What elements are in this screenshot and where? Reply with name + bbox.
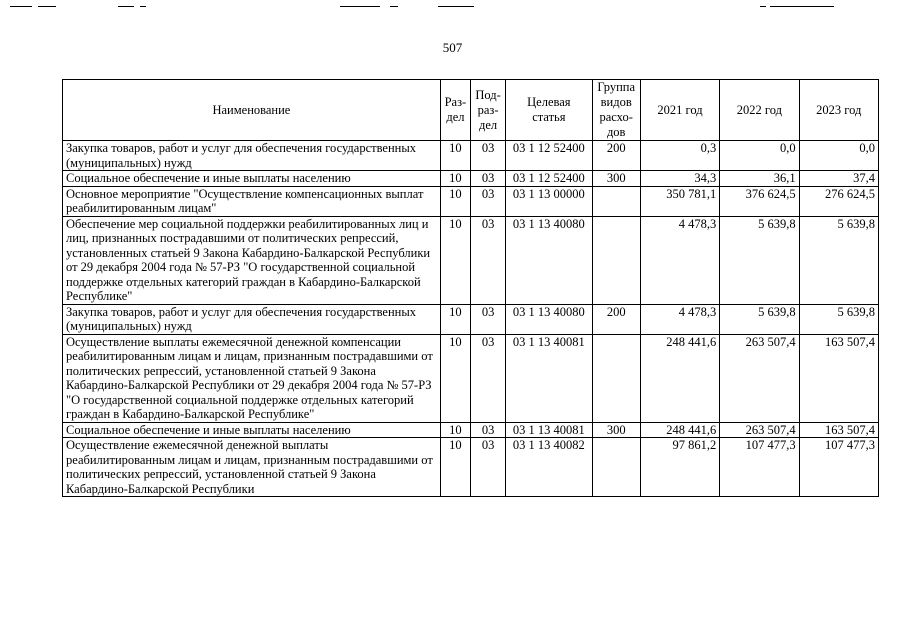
- cell-2022: 5 639,8: [720, 216, 799, 304]
- cell-2021: 4 478,3: [640, 216, 719, 304]
- header-2023: 2023 год: [799, 80, 878, 141]
- cell-2023: 163 507,4: [799, 422, 878, 438]
- header-2022: 2022 год: [720, 80, 799, 141]
- cell-target: 03 1 13 40080: [506, 304, 592, 334]
- cell-target: 03 1 13 00000: [506, 186, 592, 216]
- table-row: [63, 334, 879, 422]
- cell-2022: 36,1: [720, 171, 799, 187]
- cell-group: [592, 334, 640, 422]
- scan-artifact: [438, 6, 474, 7]
- cell-razdel: 10: [440, 438, 470, 497]
- table-row: [63, 438, 879, 497]
- cell-target: 03 1 13 40082: [506, 438, 592, 497]
- cell-podrazdel: 03: [470, 438, 505, 497]
- cell-podrazdel: 03: [470, 141, 505, 171]
- budget-table: [62, 79, 879, 497]
- cell-2022: 263 507,4: [720, 422, 799, 438]
- cell-podrazdel: 03: [470, 216, 505, 304]
- cell-group: [592, 216, 640, 304]
- cell-target: 03 1 12 52400: [506, 141, 592, 171]
- cell-2021: 248 441,6: [640, 422, 719, 438]
- cell-2023: 5 639,8: [799, 304, 878, 334]
- cell-2021: 248 441,6: [640, 334, 719, 422]
- table-row: [63, 171, 879, 187]
- cell-2023: 5 639,8: [799, 216, 878, 304]
- cell-2022: 376 624,5: [720, 186, 799, 216]
- cell-2021: 0,3: [640, 141, 719, 171]
- cell-group: [592, 438, 640, 497]
- table-row: [63, 186, 879, 216]
- cell-name: Закупка товаров, работ и услуг для обеспечения государственных (муниципальных) нужд: [63, 141, 441, 171]
- table-row: [63, 304, 879, 334]
- header-razdel: Раз- дел: [440, 80, 470, 141]
- cell-group: 300: [592, 171, 640, 187]
- scan-artifact: [140, 6, 146, 7]
- cell-group: 200: [592, 304, 640, 334]
- table-row: [63, 141, 879, 171]
- cell-name: Социальное обеспечение и иные выплаты населению: [63, 422, 441, 438]
- cell-group: [592, 186, 640, 216]
- cell-name: Обеспечение мер социальной поддержки реабилитированных лиц и лиц, признанных пострадавшими от политических репрессий, установленных статьей 9 Закона Кабардино-Балкарской Республики от 29 декабря 2004 года № 57-РЗ "О государственной социальной поддержке отдельных категорий граждан в Кабардино-Балкарской Республике": [63, 216, 441, 304]
- cell-target: 03 1 13 40081: [506, 422, 592, 438]
- header-podrazdel: Под- раз- дел: [470, 80, 505, 141]
- cell-podrazdel: 03: [470, 334, 505, 422]
- cell-podrazdel: 03: [470, 304, 505, 334]
- cell-razdel: 10: [440, 422, 470, 438]
- cell-2023: 0,0: [799, 141, 878, 171]
- cell-name: Закупка товаров, работ и услуг для обеспечения государственных (муниципальных) нужд: [63, 304, 441, 334]
- cell-group: 200: [592, 141, 640, 171]
- scan-artifact: [770, 6, 834, 7]
- cell-target: 03 1 13 40081: [506, 334, 592, 422]
- cell-podrazdel: 03: [470, 422, 505, 438]
- cell-2022: 5 639,8: [720, 304, 799, 334]
- scan-artifact: [38, 6, 56, 7]
- scan-artifact: [10, 6, 32, 7]
- cell-2021: 34,3: [640, 171, 719, 187]
- cell-razdel: 10: [440, 216, 470, 304]
- scan-artifact: [390, 6, 398, 7]
- cell-target: 03 1 12 52400: [506, 171, 592, 187]
- header-name: Наименование: [63, 80, 441, 141]
- cell-razdel: 10: [440, 334, 470, 422]
- cell-2022: 0,0: [720, 141, 799, 171]
- cell-razdel: 10: [440, 304, 470, 334]
- cell-2022: 107 477,3: [720, 438, 799, 497]
- cell-2023: 37,4: [799, 171, 878, 187]
- cell-name: Осуществление ежемесячной денежной выплаты реабилитированным лицам и лицам, признанным пострадавшими от политических репрессий, установленной статьей 9 Закона Кабардино-Балкарской Республики: [63, 438, 441, 497]
- cell-2023: 276 624,5: [799, 186, 878, 216]
- cell-group: 300: [592, 422, 640, 438]
- scan-artifact: [118, 6, 134, 7]
- cell-razdel: 10: [440, 171, 470, 187]
- header-group: Группа видов расхо- дов: [592, 80, 640, 141]
- cell-name: Социальное обеспечение и иные выплаты населению: [63, 171, 441, 187]
- cell-2023: 107 477,3: [799, 438, 878, 497]
- cell-name: Основное мероприятие "Осуществление компенсационных выплат реабилитированным лицам": [63, 186, 441, 216]
- cell-2021: 97 861,2: [640, 438, 719, 497]
- table-row: [63, 216, 879, 304]
- cell-2021: 4 478,3: [640, 304, 719, 334]
- cell-razdel: 10: [440, 186, 470, 216]
- cell-razdel: 10: [440, 141, 470, 171]
- cell-name: Осуществление выплаты ежемесячной денежной компенсации реабилитированным лицам и лицам, признанным пострадавшими от политических репрессий, установленной статьей 9 Закона Кабардино-Балкарской Республики от 29 декабря 2004 года № 57-РЗ "О государственной социальной поддержке отдельных категорий граждан в Кабардино-Балкарской Республике": [63, 334, 441, 422]
- cell-2023: 163 507,4: [799, 334, 878, 422]
- cell-podrazdel: 03: [470, 171, 505, 187]
- header-target: Целевая статья: [506, 80, 592, 141]
- header-row: [63, 80, 879, 141]
- cell-2021: 350 781,1: [640, 186, 719, 216]
- cell-target: 03 1 13 40080: [506, 216, 592, 304]
- scan-artifact: [760, 6, 766, 7]
- cell-2022: 263 507,4: [720, 334, 799, 422]
- table-row: [63, 422, 879, 438]
- header-2021: 2021 год: [640, 80, 719, 141]
- cell-podrazdel: 03: [470, 186, 505, 216]
- page-number: 507: [442, 40, 463, 55]
- scan-artifact: [340, 6, 380, 7]
